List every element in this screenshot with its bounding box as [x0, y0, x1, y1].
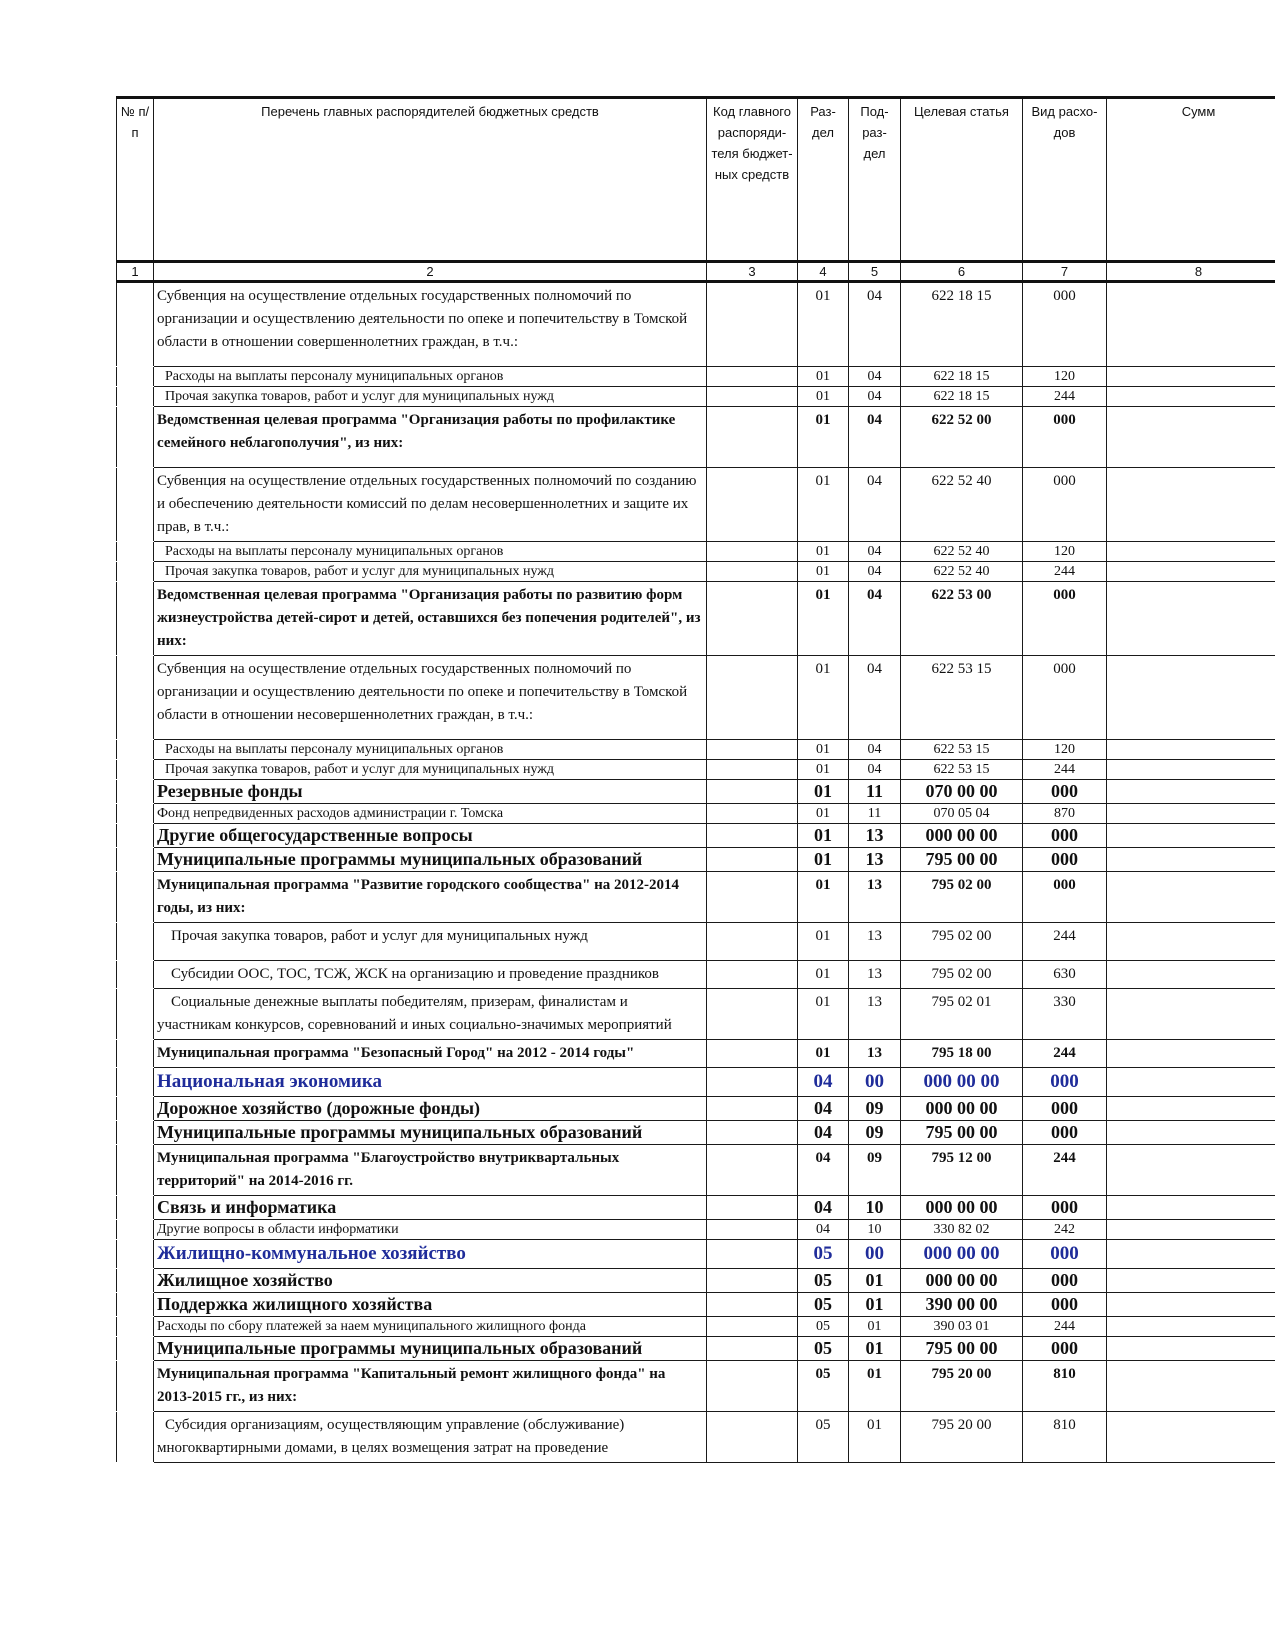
table-row [117, 1293, 1275, 1317]
row-name: Поддержка жилищного хозяйства [154, 1293, 707, 1317]
column-numbers-row [117, 262, 1275, 282]
row-target: 795 20 00 [901, 1361, 1023, 1412]
row-razdel: 05 [798, 1412, 849, 1463]
row-vid: 000 [1023, 1097, 1107, 1121]
row-podrazdel: 11 [849, 780, 901, 804]
budget-table [116, 96, 1275, 1463]
row-razdel: 01 [798, 923, 849, 961]
row-razdel: 04 [798, 1220, 849, 1240]
table-row [117, 562, 1275, 582]
row-target: 795 00 00 [901, 1121, 1023, 1145]
row-target: 622 52 00 [901, 407, 1023, 468]
row-name: Социальные денежные выплаты победителям, призерам, финалистам и участникам конкурсов, соревнований и иных социально-значимых мероприятий [157, 994, 672, 1033]
row-podrazdel: 04 [849, 562, 901, 582]
row-podrazdel: 13 [849, 848, 901, 872]
row-target: 000 00 00 [901, 1097, 1023, 1121]
row-razdel: 01 [798, 961, 849, 989]
row-target: 622 18 15 [901, 282, 1023, 367]
column-number: 2 [154, 262, 707, 282]
header-code: Код главного распоряди-теля бюджет-ных средств [707, 98, 798, 262]
row-name: Прочая закупка товаров, работ и услуг для муниципальных нужд [165, 389, 555, 404]
row-razdel: 04 [798, 1097, 849, 1121]
row-target: 070 00 00 [901, 780, 1023, 804]
row-razdel: 04 [798, 1068, 849, 1097]
table-row [117, 656, 1275, 740]
table-row [117, 1220, 1275, 1240]
row-podrazdel: 01 [849, 1269, 901, 1293]
row-name: Расходы на выплаты персоналу муниципальных органов [165, 369, 504, 384]
table-row [117, 282, 1275, 367]
row-podrazdel: 13 [849, 824, 901, 848]
row-name: Субвенция на осуществление отдельных государственных полномочий по созданию и обеспечению деятельности комиссий по делам несовершеннолетних и защите их прав, в т.ч.: [154, 468, 707, 542]
table-row [117, 989, 1275, 1040]
row-vid: 244 [1023, 1317, 1107, 1337]
row-name: Другие вопросы в области информатики [154, 1220, 707, 1240]
table-row [117, 760, 1275, 780]
header-num: № п/п [117, 98, 154, 262]
row-razdel: 05 [798, 1317, 849, 1337]
row-razdel: 01 [798, 387, 849, 407]
row-target: 000 00 00 [901, 1196, 1023, 1220]
row-target: 622 52 40 [901, 562, 1023, 582]
row-podrazdel: 09 [849, 1121, 901, 1145]
row-podrazdel: 13 [849, 961, 901, 989]
row-vid: 000 [1023, 1068, 1107, 1097]
row-vid: 244 [1023, 562, 1107, 582]
row-podrazdel: 13 [849, 923, 901, 961]
table-row [117, 542, 1275, 562]
row-razdel: 05 [798, 1240, 849, 1269]
row-name: Национальная экономика [154, 1068, 707, 1097]
row-razdel: 01 [798, 407, 849, 468]
row-podrazdel: 01 [849, 1317, 901, 1337]
row-podrazdel: 04 [849, 656, 901, 740]
row-razdel: 01 [798, 760, 849, 780]
row-vid: 244 [1023, 1040, 1107, 1068]
column-number: 5 [849, 262, 901, 282]
row-vid: 242 [1023, 1220, 1107, 1240]
row-name: Муниципальные программы муниципальных образований [154, 848, 707, 872]
row-target: 622 18 15 [901, 387, 1023, 407]
row-target: 070 05 04 [901, 804, 1023, 824]
table-row [117, 1196, 1275, 1220]
row-vid: 000 [1023, 1196, 1107, 1220]
row-vid: 330 [1023, 989, 1107, 1040]
row-vid: 000 [1023, 1293, 1107, 1317]
row-target: 000 00 00 [901, 824, 1023, 848]
row-target: 795 00 00 [901, 1337, 1023, 1361]
row-target: 795 02 00 [901, 872, 1023, 923]
row-vid: 870 [1023, 804, 1107, 824]
row-vid: 810 [1023, 1412, 1107, 1463]
row-podrazdel: 09 [849, 1097, 901, 1121]
row-vid: 000 [1023, 582, 1107, 656]
row-vid: 120 [1023, 367, 1107, 387]
row-razdel: 01 [798, 824, 849, 848]
row-vid: 000 [1023, 824, 1107, 848]
row-podrazdel: 13 [849, 989, 901, 1040]
header-target: Целевая статья [901, 98, 1023, 262]
row-name: Связь и информатика [154, 1196, 707, 1220]
table-row [117, 407, 1275, 468]
row-name: Субсидия организациям, осуществляющим управление (обслуживание) многоквартирными домами, в целях возмещения затрат на проведение [157, 1417, 625, 1456]
row-razdel: 01 [798, 656, 849, 740]
row-vid: 120 [1023, 740, 1107, 760]
table-row [117, 872, 1275, 923]
row-name: Муниципальная программа "Благоустройство внутриквартальных территорий" на 2014-2016 гг. [154, 1145, 707, 1196]
row-razdel: 05 [798, 1293, 849, 1317]
row-podrazdel: 01 [849, 1293, 901, 1317]
row-podrazdel: 13 [849, 872, 901, 923]
row-name: Другие общегосударственные вопросы [154, 824, 707, 848]
row-target: 622 52 40 [901, 542, 1023, 562]
row-target: 795 18 00 [901, 1040, 1023, 1068]
row-vid: 000 [1023, 1240, 1107, 1269]
row-razdel: 01 [798, 582, 849, 656]
row-target: 795 20 00 [901, 1412, 1023, 1463]
row-razdel: 01 [798, 740, 849, 760]
row-podrazdel: 04 [849, 387, 901, 407]
row-name: Резервные фонды [154, 780, 707, 804]
row-vid: 000 [1023, 780, 1107, 804]
row-podrazdel: 00 [849, 1240, 901, 1269]
row-target: 622 18 15 [901, 367, 1023, 387]
table-row [117, 1317, 1275, 1337]
row-razdel: 01 [798, 989, 849, 1040]
header-vid: Вид расхо-дов [1023, 98, 1107, 262]
row-target: 000 00 00 [901, 1240, 1023, 1269]
row-vid: 000 [1023, 872, 1107, 923]
table-row [117, 961, 1275, 989]
header-name: Перечень главных распорядителей бюджетных средств [154, 98, 707, 262]
column-number: 7 [1023, 262, 1107, 282]
row-vid: 630 [1023, 961, 1107, 989]
row-vid: 810 [1023, 1361, 1107, 1412]
row-razdel: 01 [798, 872, 849, 923]
table-row [117, 804, 1275, 824]
row-name: Муниципальная программа "Капитальный ремонт жилищного фонда" на 2013-2015 гг., из них: [154, 1361, 707, 1412]
column-number: 3 [707, 262, 798, 282]
row-vid: 244 [1023, 923, 1107, 961]
row-target: 622 53 15 [901, 656, 1023, 740]
row-target: 390 00 00 [901, 1293, 1023, 1317]
row-podrazdel: 04 [849, 760, 901, 780]
row-podrazdel: 01 [849, 1412, 901, 1463]
row-name: Расходы на выплаты персоналу муниципальных органов [165, 742, 504, 757]
column-number: 6 [901, 262, 1023, 282]
row-podrazdel: 04 [849, 407, 901, 468]
row-name: Расходы по сбору платежей за наем муниципального жилищного фонда [154, 1317, 707, 1337]
row-razdel: 01 [798, 1040, 849, 1068]
row-vid: 000 [1023, 656, 1107, 740]
row-name: Жилищно-коммунальное хозяйство [154, 1240, 707, 1269]
row-name: Ведомственная целевая программа "Организация работы по развитию форм жизнеустройства детей-сирот и детей, оставшихся без попечения родителей", из них: [154, 582, 707, 656]
row-name: Муниципальная программа "Развитие городского сообщества" на 2012-2014 годы, из них: [154, 872, 707, 923]
row-name: Прочая закупка товаров, работ и услуг для муниципальных нужд [171, 928, 588, 944]
row-podrazdel: 13 [849, 1040, 901, 1068]
row-vid: 000 [1023, 848, 1107, 872]
row-podrazdel: 04 [849, 582, 901, 656]
row-name: Муниципальные программы муниципальных образований [154, 1121, 707, 1145]
table-row [117, 923, 1275, 961]
table-row [117, 780, 1275, 804]
row-target: 622 53 15 [901, 740, 1023, 760]
table-row [117, 1097, 1275, 1121]
table-row [117, 740, 1275, 760]
row-target: 795 02 00 [901, 961, 1023, 989]
table-row [117, 1121, 1275, 1145]
row-podrazdel: 04 [849, 282, 901, 367]
row-razdel: 01 [798, 780, 849, 804]
row-name: Ведомственная целевая программа "Организация работы по профилактике семейного неблагополучия", из них: [154, 407, 707, 468]
row-target: 795 00 00 [901, 848, 1023, 872]
row-vid: 000 [1023, 282, 1107, 367]
row-name: Муниципальные программы муниципальных образований [154, 1337, 707, 1361]
row-target: 000 00 00 [901, 1269, 1023, 1293]
row-target: 390 03 01 [901, 1317, 1023, 1337]
table-row [117, 468, 1275, 542]
row-razdel: 04 [798, 1121, 849, 1145]
row-name: Субсидии ООС, ТОС, ТСЖ, ЖСК на организацию и проведение праздников [171, 966, 659, 982]
row-name: Фонд непредвиденных расходов администрации г. Томска [154, 804, 707, 824]
row-razdel: 01 [798, 542, 849, 562]
column-number: 8 [1107, 262, 1275, 282]
column-number: 4 [798, 262, 849, 282]
table-row [117, 1412, 1275, 1463]
row-razdel: 01 [798, 367, 849, 387]
budget-table-sheet [116, 96, 1275, 1650]
row-target: 622 53 00 [901, 582, 1023, 656]
row-vid: 000 [1023, 1269, 1107, 1293]
table-row [117, 1361, 1275, 1412]
row-vid: 000 [1023, 1121, 1107, 1145]
table-row [117, 1068, 1275, 1097]
row-podrazdel: 04 [849, 542, 901, 562]
row-razdel: 01 [798, 282, 849, 367]
row-name: Прочая закупка товаров, работ и услуг для муниципальных нужд [165, 762, 555, 777]
row-podrazdel: 04 [849, 468, 901, 542]
row-podrazdel: 00 [849, 1068, 901, 1097]
table-row [117, 1240, 1275, 1269]
row-target: 795 02 00 [901, 923, 1023, 961]
row-razdel: 04 [798, 1145, 849, 1196]
row-vid: 000 [1023, 407, 1107, 468]
row-vid: 000 [1023, 468, 1107, 542]
header-sum: Сумм [1107, 98, 1275, 262]
row-name: Субвенция на осуществление отдельных государственных полномочий по организации и осуществлению деятельности по опеке и попечительству в Томской области в отношении совершеннолетних граждан, в т.ч.: [154, 282, 707, 367]
table-row [117, 387, 1275, 407]
table-row [117, 1269, 1275, 1293]
table-header-row [117, 98, 1275, 262]
row-podrazdel: 04 [849, 367, 901, 387]
row-podrazdel: 09 [849, 1145, 901, 1196]
column-number: 1 [117, 262, 154, 282]
row-podrazdel: 04 [849, 740, 901, 760]
row-vid: 000 [1023, 1337, 1107, 1361]
row-name: Прочая закупка товаров, работ и услуг для муниципальных нужд [165, 564, 555, 579]
row-name: Субвенция на осуществление отдельных государственных полномочий по организации и осуществлению деятельности по опеке и попечительству в Томской области в отношении несовершеннолетних граждан, в т.ч.: [154, 656, 707, 740]
row-vid: 244 [1023, 760, 1107, 780]
header-podrazdel: Под-раз-дел [849, 98, 901, 262]
header-razdel: Раз-дел [798, 98, 849, 262]
row-razdel: 05 [798, 1361, 849, 1412]
table-row [117, 848, 1275, 872]
row-razdel: 05 [798, 1337, 849, 1361]
row-target: 330 82 02 [901, 1220, 1023, 1240]
table-row [117, 824, 1275, 848]
table-row [117, 1337, 1275, 1361]
row-target: 000 00 00 [901, 1068, 1023, 1097]
row-podrazdel: 10 [849, 1196, 901, 1220]
row-podrazdel: 01 [849, 1361, 901, 1412]
row-razdel: 05 [798, 1269, 849, 1293]
row-vid: 120 [1023, 542, 1107, 562]
table-row [117, 582, 1275, 656]
row-razdel: 01 [798, 848, 849, 872]
row-podrazdel: 01 [849, 1337, 901, 1361]
row-razdel: 01 [798, 804, 849, 824]
row-name: Муниципальная программа "Безопасный Город" на 2012 - 2014 годы" [154, 1040, 707, 1068]
row-vid: 244 [1023, 1145, 1107, 1196]
row-name: Дорожное хозяйство (дорожные фонды) [154, 1097, 707, 1121]
row-target: 622 53 15 [901, 760, 1023, 780]
row-name: Жилищное хозяйство [154, 1269, 707, 1293]
table-row [117, 367, 1275, 387]
row-target: 795 02 01 [901, 989, 1023, 1040]
row-target: 795 12 00 [901, 1145, 1023, 1196]
row-podrazdel: 11 [849, 804, 901, 824]
row-name: Расходы на выплаты персоналу муниципальных органов [165, 544, 504, 559]
row-razdel: 01 [798, 468, 849, 542]
table-row [117, 1145, 1275, 1196]
row-razdel: 04 [798, 1196, 849, 1220]
row-podrazdel: 10 [849, 1220, 901, 1240]
row-target: 622 52 40 [901, 468, 1023, 542]
table-row [117, 1040, 1275, 1068]
row-vid: 244 [1023, 387, 1107, 407]
row-razdel: 01 [798, 562, 849, 582]
